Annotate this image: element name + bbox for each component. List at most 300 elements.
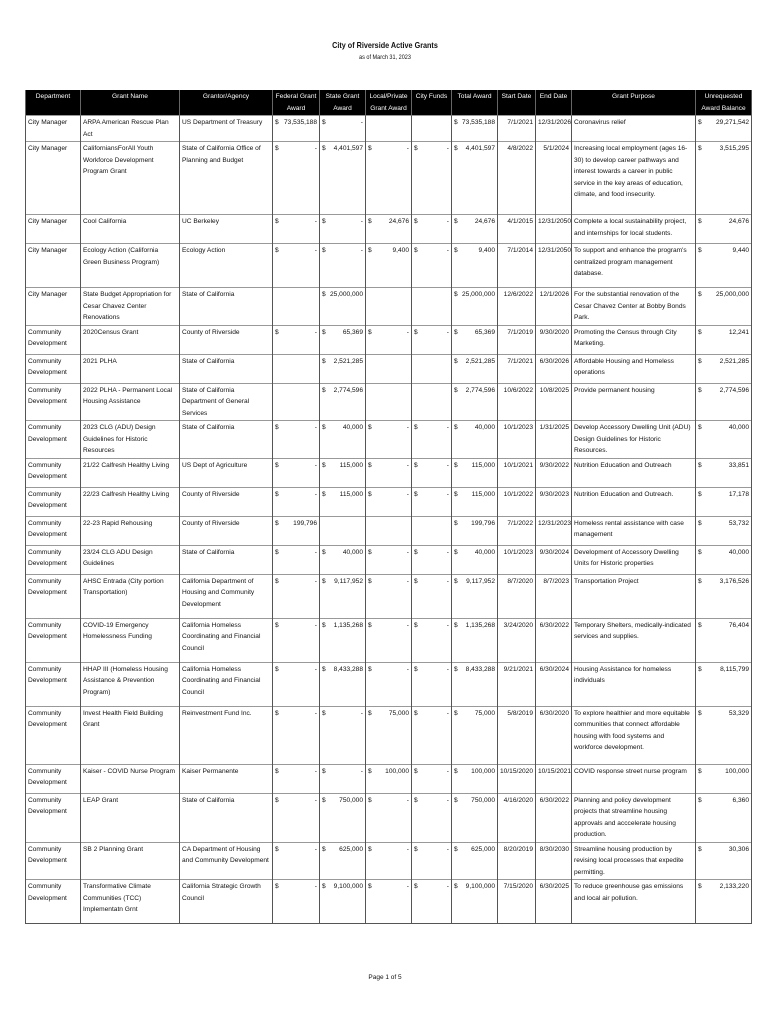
cell-total [452,215,498,244]
cell-start: 5/8/2019 [498,706,536,764]
cell-local [366,487,412,516]
dollar-sign: $ [368,767,372,775]
dollar-sign: $ [454,709,458,717]
amount-value: - [406,796,409,804]
amount-value: 115,000 [339,461,363,469]
cell-department: Community Development [26,516,81,545]
dollar-sign: $ [454,386,458,394]
amount-value: 8,115,799 [720,665,749,673]
cell-city [412,764,452,793]
dollar-sign: $ [275,519,279,527]
dollar-sign: $ [322,386,326,394]
cell-grant-name: ARPA American Rescue Plan Act [81,116,180,142]
cell-total [452,793,498,842]
cell-state [320,325,366,354]
dollar-sign: $ [454,796,458,804]
dollar-sign: $ [414,621,418,629]
cell-end: 9/30/2024 [536,545,572,574]
amount-value: 8,433,288 [465,665,495,673]
amount-value: 2,521,285 [719,357,749,365]
cell-state [320,793,366,842]
dollar-sign: $ [454,519,458,527]
cell-end: 6/30/2025 [536,880,572,924]
cell-balance [696,142,752,215]
amount-value: 3,515,295 [719,145,749,152]
cell-local [366,383,412,421]
table-row [26,116,752,142]
cell-grant-name: Ecology Action (California Green Business Program) [81,244,180,288]
dollar-sign: $ [698,621,702,629]
cell-end: 12/31/2050 [536,215,572,244]
cell-balance [696,706,752,764]
cell-start: 4/16/2020 [498,793,536,842]
amount-value: - [446,709,449,717]
cell-state [320,383,366,421]
cell-state [320,354,366,383]
cell-end: 6/30/2026 [536,354,572,383]
amount-value: 75,000 [474,709,495,717]
cell-end: 8/30/2030 [536,842,572,880]
amount-value: 3,176,526 [719,577,749,585]
cell-balance [696,383,752,421]
cell-local [366,458,412,487]
dollar-sign: $ [454,767,458,775]
table-row [26,662,752,706]
amount-value: - [446,796,449,804]
cell-total [452,545,498,574]
cell-city [412,458,452,487]
cell-federal [273,458,320,487]
cell-balance [696,618,752,662]
table-row [26,545,752,574]
cell-city [412,288,452,326]
cell-purpose: Develop Accessory Dwelling Unit (ADU) Design Guidelines for Historic Resources. [572,421,696,459]
table-row [26,842,752,880]
dollar-sign: $ [322,218,326,225]
cell-end: 9/30/2022 [536,458,572,487]
cell-department: City Manager [26,215,81,244]
cell-state [320,662,366,706]
dollar-sign: $ [698,461,702,469]
dollar-sign: $ [454,357,458,365]
cell-city [412,487,452,516]
amount-value: - [314,145,317,152]
cell-city [412,574,452,618]
cell-start: 10/1/2023 [498,545,536,574]
cell-department: Community Development [26,662,81,706]
cell-department: Community Development [26,354,81,383]
cell-department: Community Development [26,618,81,662]
dollar-sign: $ [322,845,326,853]
cell-local [366,325,412,354]
amount-value: - [406,145,409,152]
cell-balance [696,516,752,545]
cell-purpose: Nutrition Education and Outreach [572,458,696,487]
table-body [26,116,752,924]
cell-grant-name: SB 2 Planning Grant [81,842,180,880]
cell-end: 9/30/2023 [536,487,572,516]
cell-local [366,662,412,706]
cell-local [366,421,412,459]
cell-department: City Manager [26,142,81,215]
amount-value: - [406,548,409,556]
cell-city [412,421,452,459]
amount-value: - [314,709,317,717]
dollar-sign: $ [368,461,372,469]
amount-value: - [406,665,409,673]
amount-value: 12,241 [728,328,749,336]
cell-grant-name: 21/22 Calfresh Healthy Living [81,458,180,487]
cell-end: 10/8/2025 [536,383,572,421]
amount-value: - [446,424,449,431]
cell-department: City Manager [26,288,81,326]
column-header: City Funds [412,90,452,116]
amount-value: 25,000,000 [329,291,363,298]
cell-department: Community Development [26,793,81,842]
cell-start: 10/6/2022 [498,383,536,421]
cell-grantor: California Department of Housing and Community Development [180,574,273,618]
cell-local [366,288,412,326]
cell-grant-name: LEAP Grant [81,793,180,842]
cell-end: 10/15/2021 [536,764,572,793]
dollar-sign: $ [275,490,279,498]
table-row [26,244,752,288]
dollar-sign: $ [368,665,372,673]
cell-start: 7/1/2014 [498,244,536,288]
cell-total [452,288,498,326]
cell-city [412,325,452,354]
cell-department: Community Development [26,458,81,487]
amount-value: 1,135,268 [333,621,363,629]
cell-total [452,842,498,880]
amount-value: 2,521,285 [333,357,363,365]
dollar-sign: $ [414,145,418,152]
table-row [26,325,752,354]
cell-grantor: California Homeless Coordinating and Financial Council [180,662,273,706]
column-header: Unrequested Award Balance [696,90,752,116]
cell-state [320,288,366,326]
cell-purpose: For the substantial renovation of the Cesar Chavez Center at Bobby Bonds Park. [572,288,696,326]
table-row [26,487,752,516]
amount-value: 30,306 [728,845,749,853]
cell-start: 10/15/2020 [498,764,536,793]
cell-federal [273,288,320,326]
cell-department: Community Development [26,764,81,793]
cell-purpose: Streamline housing production by revising local processes that expedite permitting. [572,842,696,880]
amount-value: - [314,577,317,585]
dollar-sign: $ [454,424,458,431]
cell-total [452,116,498,142]
cell-grantor: US Department of Treasury [180,116,273,142]
cell-total [452,880,498,924]
cell-federal [273,706,320,764]
amount-value: 115,000 [471,461,495,469]
cell-grantor: California Strategic Growth Council [180,880,273,924]
cell-grant-name: 23/24 CLG ADU Design Guidelines [81,545,180,574]
amount-value: 65,369 [342,328,363,336]
dollar-sign: $ [368,845,372,853]
document-subtitle: as of March 31, 2023 [359,54,411,61]
cell-federal [273,142,320,215]
dollar-sign: $ [454,490,458,498]
cell-federal [273,545,320,574]
dollar-sign: $ [414,218,418,225]
dollar-sign: $ [322,461,326,469]
amount-value: 40,000 [342,548,363,556]
table-row [26,618,752,662]
dollar-sign: $ [414,424,418,431]
dollar-sign: $ [414,845,418,853]
dollar-sign: $ [698,247,702,254]
cell-purpose: Increasing local employment (ages 16-30) to develop career pathways and interest towards a career in public service in the key areas of education, climate, and food insecurity. [572,142,696,215]
amount-value: 9,117,952 [334,577,363,585]
dollar-sign: $ [698,709,702,717]
dollar-sign: $ [454,119,458,126]
dollar-sign: $ [275,247,279,254]
cell-end: 6/30/2020 [536,706,572,764]
dollar-sign: $ [322,119,326,126]
cell-state [320,516,366,545]
dollar-sign: $ [275,621,279,629]
cell-grantor: Kaiser Permanente [180,764,273,793]
cell-department: Community Development [26,706,81,764]
amount-value: - [446,145,449,152]
column-header: Department [26,90,81,116]
amount-value: 75,000 [388,709,409,717]
amount-value: - [446,767,449,775]
dollar-sign: $ [698,665,702,673]
cell-total [452,142,498,215]
dollar-sign: $ [414,883,418,890]
cell-balance [696,354,752,383]
cell-purpose: To reduce greenhouse gas emissions and local air pollution. [572,880,696,924]
column-header: End Date [536,90,572,116]
table-row [26,793,752,842]
dollar-sign: $ [414,796,418,804]
cell-city [412,706,452,764]
cell-department: Community Development [26,421,81,459]
cell-grant-name: HHAP III (Homeless Housing Assistance & Prevention Program) [81,662,180,706]
dollar-sign: $ [322,665,326,673]
cell-balance [696,487,752,516]
amount-value: 9,117,952 [466,577,495,585]
amount-value: 9,100,000 [465,883,495,890]
cell-department: Community Development [26,325,81,354]
table-row [26,574,752,618]
cell-state [320,421,366,459]
cell-grant-name: State Budget Appropriation for Cesar Chavez Center Renovations [81,288,180,326]
amount-value: 2,774,596 [719,386,749,394]
cell-city [412,662,452,706]
cell-start: 7/1/2022 [498,516,536,545]
amount-value: 199,796 [293,519,317,527]
cell-local [366,793,412,842]
amount-value: - [314,424,317,431]
dollar-sign: $ [368,247,372,254]
cell-purpose: Coronavirus relief [572,116,696,142]
amount-value: - [446,845,449,853]
amount-value: 9,100,000 [333,883,363,890]
cell-state [320,618,366,662]
amount-value: 53,732 [728,519,749,527]
amount-value: - [314,767,317,775]
cell-end: 6/30/2022 [536,618,572,662]
cell-grant-name: 2022 PLHA - Permanent Local Housing Assistance [81,383,180,421]
cell-federal [273,215,320,244]
cell-state [320,116,366,142]
dollar-sign: $ [368,621,372,629]
amount-value: - [446,665,449,673]
amount-value: - [314,461,317,469]
amount-value: 53,329 [728,709,749,717]
dollar-sign: $ [275,767,279,775]
dollar-sign: $ [322,424,326,431]
cell-total [452,244,498,288]
dollar-sign: $ [698,386,702,394]
dollar-sign: $ [698,357,702,365]
cell-end: 5/1/2024 [536,142,572,215]
amount-value: 4,401,597 [333,145,363,152]
dollar-sign: $ [698,767,702,775]
amount-value: - [360,218,363,225]
cell-federal [273,325,320,354]
cell-city [412,545,452,574]
dollar-sign: $ [322,709,326,717]
dollar-sign: $ [698,883,702,890]
dollar-sign: $ [698,519,702,527]
cell-total [452,458,498,487]
cell-end: 12/31/2026 [536,116,572,142]
cell-grantor: State of California [180,288,273,326]
amount-value: - [314,883,317,890]
dollar-sign: $ [414,490,418,498]
document-title: City of Riverside Active Grants [332,40,438,50]
cell-department: Community Development [26,545,81,574]
cell-grant-name: Invest Health Field Building Grant [81,706,180,764]
dollar-sign: $ [322,247,326,254]
dollar-sign: $ [454,291,458,298]
cell-local [366,880,412,924]
cell-total [452,706,498,764]
cell-federal [273,383,320,421]
cell-local [366,764,412,793]
dollar-sign: $ [454,328,458,336]
amount-value: 25,000,000 [715,291,749,298]
cell-local [366,842,412,880]
cell-purpose: COVID response street nurse program [572,764,696,793]
cell-purpose: Promoting the Census through City Marketing. [572,325,696,354]
cell-balance [696,842,752,880]
amount-value: - [314,490,317,498]
dollar-sign: $ [698,548,702,556]
cell-grant-name: 2021 PLHA [81,354,180,383]
grants-table [25,90,752,924]
dollar-sign: $ [368,548,372,556]
amount-value: 9,400 [478,247,495,254]
amount-value: 625,000 [339,845,363,853]
cell-state [320,764,366,793]
cell-grant-name: 2020Census Grant [81,325,180,354]
column-header: Grant Purpose [572,90,696,116]
cell-purpose: Complete a local sustainability project, and internships for local students. [572,215,696,244]
amount-value: - [360,767,363,775]
cell-state [320,458,366,487]
cell-state [320,142,366,215]
dollar-sign: $ [454,548,458,556]
cell-department: City Manager [26,244,81,288]
cell-grantor: State of California Department of General Services [180,383,273,421]
cell-federal [273,574,320,618]
dollar-sign: $ [414,461,418,469]
cell-balance [696,325,752,354]
dollar-sign: $ [322,490,326,498]
dollar-sign: $ [322,145,326,152]
dollar-sign: $ [454,883,458,890]
cell-local [366,142,412,215]
cell-purpose: Affordable Housing and Homeless operations [572,354,696,383]
dollar-sign: $ [454,845,458,853]
cell-start: 8/7/2020 [498,574,536,618]
cell-state [320,215,366,244]
dollar-sign: $ [275,328,279,336]
cell-purpose: Nutrition Education and Outreach. [572,487,696,516]
cell-grant-name: CaliforniansForAll Youth Workforce Development Program Grant [81,142,180,215]
cell-grantor: County of Riverside [180,487,273,516]
dollar-sign: $ [322,796,326,804]
amount-value: 2,133,220 [719,883,749,890]
cell-city [412,842,452,880]
dollar-sign: $ [275,424,279,431]
amount-value: 115,000 [339,490,363,498]
amount-value: - [406,883,409,890]
cell-state [320,487,366,516]
dollar-sign: $ [275,548,279,556]
amount-value: 33,851 [728,461,749,469]
cell-state [320,545,366,574]
dollar-sign: $ [454,577,458,585]
amount-value: - [360,119,363,126]
amount-value: - [446,247,449,254]
dollar-sign: $ [322,357,326,365]
cell-department: City Manager [26,116,81,142]
cell-purpose: Temporary Shelters, medically-indicated services and supplies. [572,618,696,662]
dollar-sign: $ [275,461,279,469]
cell-local [366,354,412,383]
amount-value: 750,000 [471,796,495,804]
dollar-sign: $ [368,709,372,717]
dollar-sign: $ [454,461,458,469]
dollar-sign: $ [322,621,326,629]
dollar-sign: $ [322,883,326,890]
dollar-sign: $ [698,577,702,585]
amount-value: 625,000 [471,845,495,853]
cell-city [412,618,452,662]
column-header: Start Date [498,90,536,116]
cell-local [366,116,412,142]
cell-start: 9/21/2021 [498,662,536,706]
cell-department: Community Development [26,842,81,880]
amount-value: 2,774,596 [465,386,495,394]
cell-grantor: Reinvestment Fund Inc. [180,706,273,764]
cell-purpose: Planning and policy development projects that streamline housing approvals and acccelerate housing production. [572,793,696,842]
cell-federal [273,421,320,459]
cell-local [366,706,412,764]
dollar-sign: $ [698,119,702,126]
dollar-sign: $ [368,218,372,225]
cell-grant-name: COVID-19 Emergency Homelessness Funding [81,618,180,662]
amount-value: - [446,218,449,225]
amount-value: 24,676 [474,218,495,225]
